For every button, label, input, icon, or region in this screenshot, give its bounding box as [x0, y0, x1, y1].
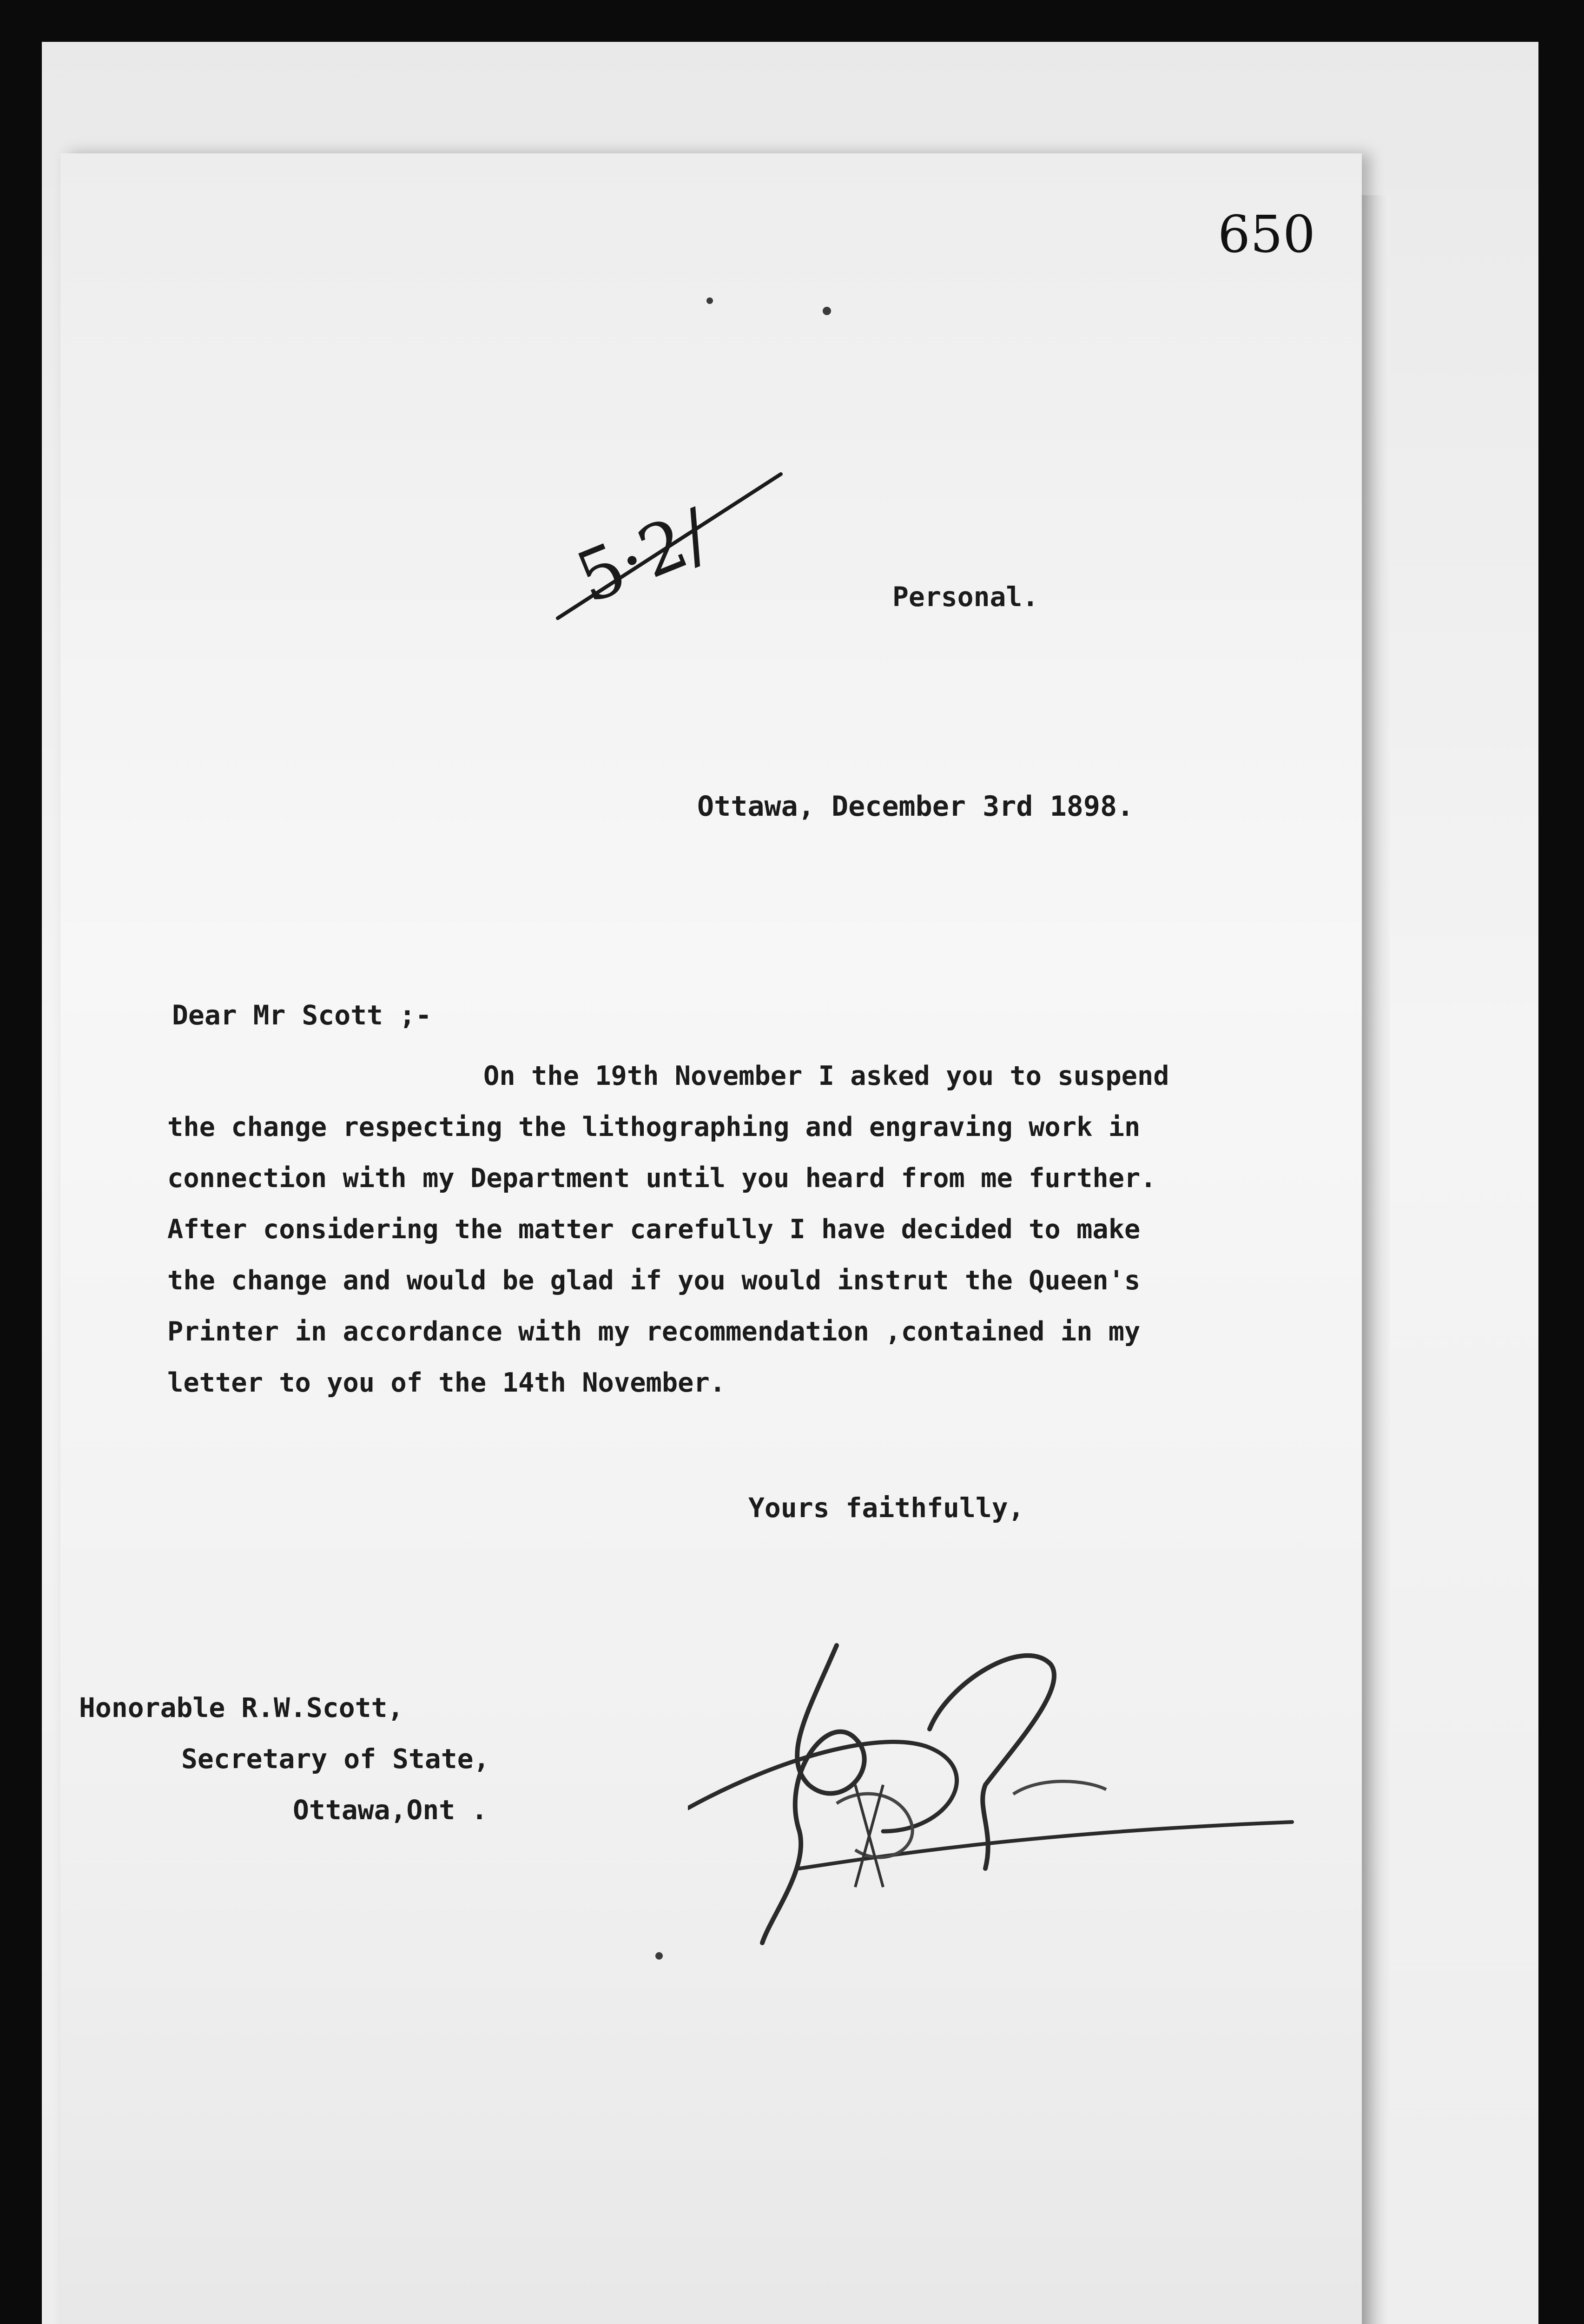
dateline: Ottawa, December 3rd 1898. [697, 790, 1134, 823]
handwritten-reference-mark [548, 465, 790, 623]
letter-body [167, 1050, 1236, 1408]
body-line: On the 19th November I asked you to suspend [483, 1061, 1169, 1091]
salutation: Dear Mr Scott ;- [172, 999, 432, 1031]
addressee-location: Ottawa,Ont . [293, 1794, 488, 1826]
ink-smudge [655, 1952, 663, 1960]
handwritten-signature [688, 1590, 1301, 1952]
addressee-name: Honorable R.W.Scott, [79, 1692, 404, 1723]
body-line: the change respecting the lithographing and engraving work in [167, 1112, 1141, 1142]
ink-smudge [706, 297, 713, 304]
closing: Yours faithfully, [748, 1492, 1024, 1524]
personal-note: Personal. [892, 581, 1039, 613]
addressee-title: Secretary of State, [181, 1743, 490, 1775]
body-line: letter to you of the 14th November. [167, 1367, 726, 1398]
body-line: After considering the matter carefully I have decided to make [167, 1214, 1141, 1245]
ink-smudge [823, 307, 831, 315]
body-line: the change and would be glad if you would instrut the Queen's [167, 1265, 1141, 1296]
page-number: 650 [1218, 205, 1315, 264]
svg-text:5·2/: 5·2/ [566, 494, 721, 620]
body-line: connection with my Department until you heard from me further. [167, 1163, 1156, 1194]
body-line: Printer in accordance with my recommendation ,contained in my [167, 1316, 1141, 1347]
